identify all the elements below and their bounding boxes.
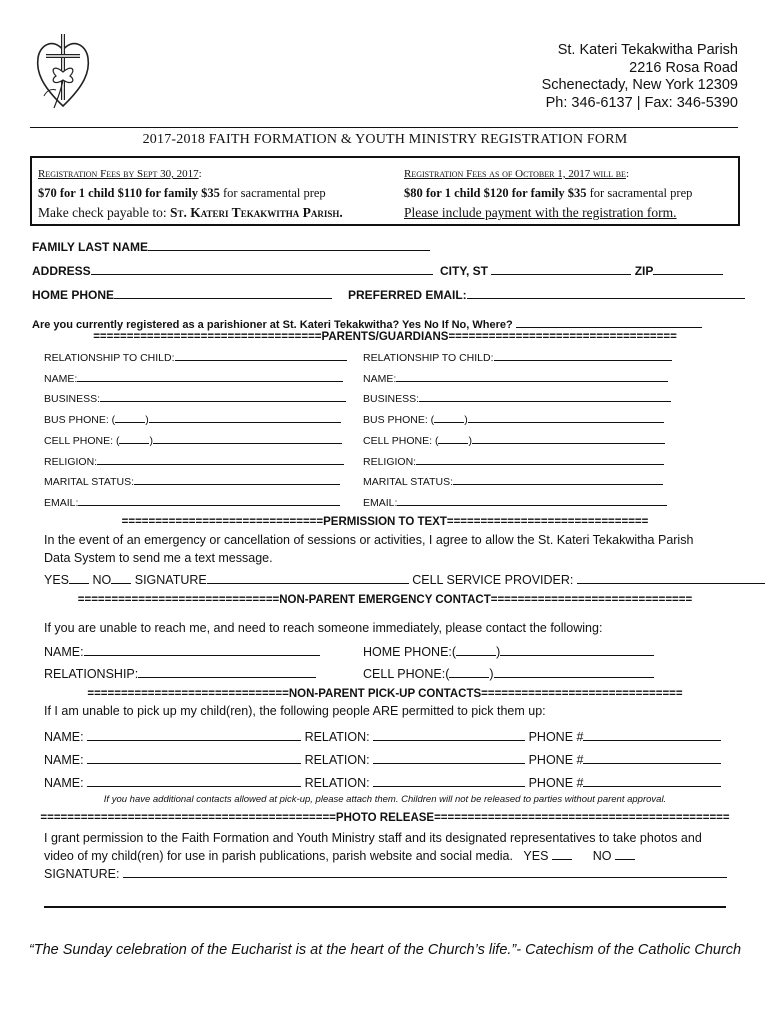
guardian-1-relationship-field[interactable] [175,348,347,361]
pickup-phone-label: PHONE # [528,753,584,767]
pickup-row [44,726,721,749]
guardian-1-bus-area-field[interactable] [115,410,145,423]
photo-release-paragraph [44,829,727,883]
guardian-2-relationship-field[interactable] [494,348,672,361]
guardian-2-marital-field[interactable] [453,472,663,485]
parish-phone-fax: Ph: 346-6137 | Fax: 346-5390 [545,94,738,111]
parishioner-where-field[interactable] [516,315,702,328]
text-permission-paragraph [44,531,693,567]
guardian-2-cell-area-field[interactable] [438,431,468,444]
guardian-1-cell-phone-label: CELL PHONE: ( [44,434,120,447]
emergency-home-phone-label: HOME PHONE:( [363,645,457,659]
pickup-phone-label: PHONE # [528,730,584,744]
guardian-1-bus-phone-field[interactable] [149,410,341,423]
preferred-email-label: PREFERRED EMAIL: [348,288,467,302]
pickup-name-field[interactable] [87,751,301,764]
pickup-relation-label: RELATION: [304,776,370,790]
guardian-1-name-field[interactable] [77,369,343,382]
fee-late-amounts: $80 for 1 child $120 for family $35 [404,186,587,200]
preferred-email-field[interactable] [467,286,745,299]
pickup-name-label: NAME: [44,753,84,767]
pickup-row [44,772,721,795]
text-no-field[interactable] [111,571,131,584]
fee-box [30,156,740,226]
text-no-label: NO [92,573,112,587]
photo-signature-field[interactable] [123,865,727,878]
guardian-1-name-label: NAME: [44,372,78,385]
email-row [348,286,745,302]
fee-late-heading-suffix: : [625,168,630,180]
family-last-name-row [32,238,430,254]
address-field[interactable] [91,262,433,275]
guardian-1-religion-label: RELIGION: [44,455,98,468]
parish-name: St. Kateri Tekakwitha Parish [557,42,738,58]
fee-payee: St. Kateri Tekakwitha Parish. [169,205,343,220]
home-phone-label: HOME PHONE [32,288,115,302]
pickup-intro: If I am unable to pick up my child(ren), the following people ARE permitted to pick them up: [44,704,546,718]
pickup-relation-label: RELATION: [304,730,370,744]
photo-release-line-1: I grant permission to the Faith Formation and Youth Ministry staff and its designated representatives to take photos and [44,831,702,845]
guardian-1-marital-field[interactable] [134,472,340,485]
parish-city: Schenectady, New York 12309 [541,77,738,93]
guardian-1-business-field[interactable] [100,389,346,402]
section-permission-to-text: ==============================PERMISSION TO TEXT============================== [121,516,649,528]
parishioner-question: Are you currently registered as a parishioner at St. Kateri Tekakwitha? Yes No If No, Where? [32,319,513,331]
pickup-phone-field[interactable] [583,728,721,741]
emergency-name-row [44,643,320,659]
fee-column-early [38,164,343,222]
header-rule [30,127,738,128]
emergency-cell-phone-row [363,665,654,681]
city-row [440,262,723,278]
emergency-home-area-field[interactable] [456,643,496,656]
guardian-1-block [44,348,347,514]
guardian-1-bus-phone-label: BUS PHONE: ( [44,414,116,427]
pickup-relation-field[interactable] [373,774,525,787]
catechism-quote: “The Sunday celebration of the Eucharist is at the heart of the Church’s life.”- Catechism of the Catholic Church [28,942,742,958]
section-photo-release: ============================================PHOTO RELEASE============================================ [40,812,730,824]
pickup-note: If you have additional contacts allowed at pick-up, please attach them. Children will not be released to parties without parent approval. [103,794,667,805]
guardian-2-relationship-label: RELATIONSHIP TO CHILD: [363,352,494,364]
section-parents-guardians: ==================================PARENTS/GUARDIANS================================== [93,331,677,343]
emergency-relationship-row [44,665,316,681]
cell-provider-field[interactable] [577,571,765,584]
guardian-2-religion-field[interactable] [416,452,664,465]
photo-no-label: NO [592,849,612,863]
zip-field[interactable] [653,262,723,275]
guardian-2-block [363,348,672,514]
photo-signature-row [44,865,727,883]
text-yes-field[interactable] [69,571,89,584]
parish-address [542,42,738,112]
guardian-2-email-label: EMAIL: [363,496,398,509]
form-title: 2017-2018 FAITH FORMATION & YOUTH MINISTRY REGISTRATION FORM [142,132,628,147]
emergency-cell-area-field[interactable] [449,665,489,678]
guardian-2-bus-paren: ) [464,414,468,427]
family-last-name-label: FAMILY LAST NAME [32,240,149,254]
pickup-row [44,749,721,772]
guardian-2-business-label: BUSINESS: [363,393,420,406]
family-last-name-field[interactable] [148,238,430,251]
guardian-2-name-field[interactable] [396,369,668,382]
fee-early-heading-suffix: : [198,168,202,180]
fee-early-payable-label: Make check payable to: [38,205,170,220]
emergency-name-field[interactable] [84,643,320,656]
guardian-2-business-field[interactable] [419,389,671,402]
cell-provider-label: CELL SERVICE PROVIDER: [412,573,574,587]
home-phone-row [32,286,332,302]
guardian-1-marital-label: MARITAL STATUS: [44,476,135,489]
text-yes-label: YES [44,573,70,587]
guardian-2-religion-label: RELIGION: [363,455,417,468]
emergency-name-label: NAME: [44,645,84,659]
emergency-intro: If you are unable to reach me, and need to reach someone immediately, please contact the following: [44,621,603,635]
pickup-contacts [44,726,721,795]
guardian-2-name-label: NAME: [363,372,397,385]
guardian-2-cell-phone-field[interactable] [472,431,665,444]
parishioner-row [32,315,702,331]
guardian-2-bus-area-field[interactable] [434,410,464,423]
footer-rule [44,906,726,908]
guardian-1-business-label: BUSINESS: [44,393,101,406]
emergency-cell-paren: ) [489,667,494,681]
emergency-home-phone-field[interactable] [500,643,654,656]
photo-release-line-2-row [44,847,727,865]
city-field[interactable] [491,262,631,275]
text-permission-line-1: In the event of an emergency or cancellation of sessions or activities, I agree to allow the St. Kateri Tekakwitha Parish [44,533,694,547]
guardian-2-cell-paren: ) [468,434,472,447]
fee-late-note: Please include payment with the registration form. [404,205,677,220]
text-signature-field[interactable] [207,571,409,584]
pickup-relation-field[interactable] [373,751,525,764]
pickup-phone-label: PHONE # [528,776,584,790]
guardian-2-email-field[interactable] [397,493,667,506]
guardian-1-cell-area-field[interactable] [119,431,149,444]
photo-no-field[interactable] [615,847,635,860]
emergency-cell-phone-label: CELL PHONE:( [363,667,450,681]
guardian-2-cell-phone-label: CELL PHONE: ( [363,434,439,447]
guardian-1-relationship-label: RELATIONSHIP TO CHILD: [44,352,175,364]
emergency-relationship-field[interactable] [138,665,316,678]
pickup-name-field[interactable] [87,774,301,787]
guardian-2-bus-phone-label: BUS PHONE: ( [363,414,435,427]
guardian-1-bus-paren: ) [145,414,149,427]
pickup-name-label: NAME: [44,776,84,790]
guardian-2-marital-label: MARITAL STATUS: [363,476,454,489]
city-label: CITY, ST [440,264,489,278]
text-permission-sign-row [44,571,765,587]
photo-release-line-2: video of my child(ren) for use in parish publications, parish website and social media. [44,849,513,863]
text-permission-line-2: Data System to send me a text message. [44,551,273,565]
guardian-1-email-field[interactable] [78,493,340,506]
fee-early-amounts: $70 for 1 child $110 for family $35 [38,186,220,200]
guardian-2-bus-phone-field[interactable] [468,410,664,423]
address-row [32,262,433,278]
pickup-relation-label: RELATION: [304,753,370,767]
parish-street: 2216 Rosa Road [629,59,738,76]
pickup-phone-field[interactable] [583,774,721,787]
section-pickup-contacts: ==============================NON-PARENT PICK-UP CONTACTS============================== [87,688,683,700]
address-label: ADDRESS [32,264,91,278]
guardian-1-cell-phone-field[interactable] [153,431,342,444]
photo-yes-field[interactable] [552,847,572,860]
photo-signature-label: SIGNATURE: [44,867,120,881]
heart-cross-lily-icon [32,28,94,114]
pickup-name-label: NAME: [44,730,84,744]
photo-yes-label: YES [523,849,549,863]
fee-late-amounts-suffix: for sacramental prep [586,186,693,200]
emergency-home-phone-row [363,643,654,659]
fee-early-heading: Registration Fees by Sept 30, 2017 [38,168,199,180]
pickup-phone-field[interactable] [583,751,721,764]
section-emergency-contact: ==============================NON-PARENT EMERGENCY CONTACT============================== [77,594,693,606]
text-signature-label: SIGNATURE [134,573,207,587]
pickup-relation-field[interactable] [373,728,525,741]
fee-late-heading: Registration Fees as of October 1, 2017 will be [404,168,626,180]
guardian-1-religion-field[interactable] [97,452,344,465]
pickup-name-field[interactable] [87,728,301,741]
guardian-1-email-label: EMAIL: [44,496,79,509]
emergency-relationship-label: RELATIONSHIP: [44,667,139,681]
emergency-home-paren: ) [496,645,501,659]
fee-early-amounts-suffix: for sacramental prep [219,186,326,200]
zip-label: ZIP [634,264,654,278]
guardian-1-cell-paren: ) [149,434,153,447]
home-phone-field[interactable] [114,286,332,299]
emergency-cell-phone-field[interactable] [494,665,654,678]
parish-logo [32,28,94,114]
fee-column-late [404,164,692,222]
